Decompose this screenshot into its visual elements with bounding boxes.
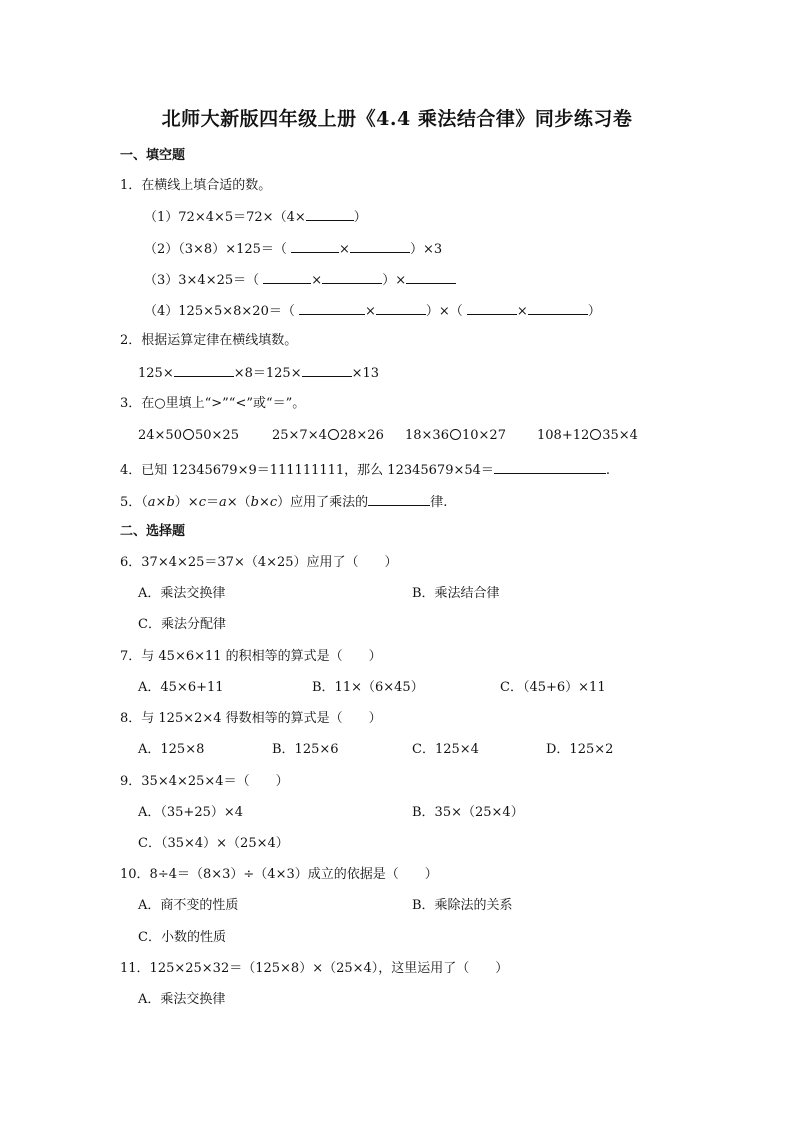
question-10-stem: 10．8÷4＝（8×3）÷（4×3）成立的依据是（ ） [120, 867, 438, 882]
q5-text: ×（ [226, 495, 251, 510]
q8-option-c[interactable]: C．125×4 [412, 742, 479, 757]
answer-blank[interactable] [368, 493, 430, 506]
answer-blank[interactable] [322, 271, 382, 284]
answer-blank[interactable] [174, 364, 234, 377]
answer-blank[interactable] [350, 240, 410, 253]
section-choice-heading: 二、选择题 [120, 524, 186, 539]
q1-p2-end: ）×3 [409, 242, 443, 257]
question-1-part-3 [144, 271, 456, 289]
question-4 [120, 461, 610, 479]
question-3-item-4 [537, 428, 638, 444]
compare-circle[interactable] [590, 429, 601, 440]
q5-var-a: a [218, 495, 227, 510]
question-3-item-2 [272, 428, 384, 444]
q1-p4-times-2: × [516, 304, 528, 319]
q5-text: ）× [174, 495, 199, 510]
question-2-equation [138, 364, 379, 382]
q11-option-a[interactable]: A．乘法交换律 [138, 992, 226, 1007]
q9-option-b[interactable]: B．35×（25×4） [412, 805, 524, 820]
q5-var-a: a [147, 495, 156, 510]
question-3-stem: 3．在○里填上“>”“<”或“＝”。 [120, 396, 306, 411]
question-1-part-1 [144, 208, 367, 226]
q1-p1-text: （1）72×4×5＝72×（4× [144, 210, 306, 225]
q10-option-b[interactable]: B．乘除法的关系 [412, 898, 513, 913]
q3-i1-right: 50×25 [194, 428, 239, 443]
q2-part-a: 125× [138, 366, 174, 381]
q1-p2-times: × [339, 242, 350, 257]
answer-blank[interactable] [467, 302, 517, 315]
q5-var-c: c [269, 495, 278, 510]
q6-option-b[interactable]: B．乘法结合律 [412, 586, 500, 601]
q1-p3-times: × [311, 273, 323, 288]
q1-p3-mid: ）× [382, 273, 407, 288]
compare-circle[interactable] [450, 429, 461, 440]
answer-blank[interactable] [263, 271, 311, 284]
q2-part-c: ×13 [351, 366, 380, 381]
q1-p4-end: ） [587, 304, 601, 319]
q7-option-a[interactable]: A．45×6+11 [138, 680, 224, 695]
q3-i3-left: 18×36 [405, 428, 449, 443]
q3-i1-left: 24×50 [138, 428, 182, 443]
q1-p3-text: （3）3×4×25＝（ [144, 273, 264, 288]
question-8-stem: 8．与 125×2×4 得数相等的算式是（ ） [120, 711, 382, 726]
question-7-stem: 7．与 45×6×11 的积相等的算式是（ ） [120, 649, 382, 664]
q5-end: 律. [430, 495, 448, 510]
question-9-stem: 9．35×4×25×4＝（ ） [120, 774, 289, 789]
q3-i4-right: 35×4 [602, 428, 638, 443]
answer-blank[interactable] [494, 461, 606, 474]
question-5 [120, 493, 447, 511]
question-1-part-4 [144, 302, 601, 320]
question-6-stem: 6．37×4×25＝37×（4×25）应用了（ ） [120, 555, 398, 570]
q10-option-c[interactable]: C．小数的性质 [138, 930, 226, 945]
q1-p2-text: （2）（3×8）×125＝（ [144, 242, 292, 257]
q8-option-d[interactable]: D．125×2 [546, 742, 614, 757]
q4-stem: 4．已知 12345679×9＝111111111，那么 12345679×54＝ [120, 463, 494, 478]
q8-option-a[interactable]: A．125×8 [138, 742, 205, 757]
q5-text: 5．（ [120, 495, 148, 510]
answer-blank[interactable] [306, 208, 354, 221]
answer-blank[interactable] [291, 240, 339, 253]
q1-p4-times-1: × [364, 304, 376, 319]
q1-p1-end: ） [353, 210, 367, 225]
q5-var-b: b [166, 495, 175, 510]
question-1-part-2 [144, 240, 442, 258]
page-title: 北师大新版四年级上册《4.4 乘法结合律》同步练习卷 [161, 108, 633, 130]
q2-part-b: ×8＝125× [233, 366, 302, 381]
q5-times: × [258, 495, 270, 510]
compare-circle[interactable] [183, 429, 194, 440]
q5-times: × [155, 495, 167, 510]
question-1-stem: 1．在横线上填合适的数。 [120, 178, 272, 193]
q9-option-a[interactable]: A．（35+25）×4 [138, 805, 244, 820]
section-fill-in-heading: 一、填空题 [120, 148, 186, 163]
q3-i2-right: 28×26 [339, 428, 384, 443]
q7-option-c[interactable]: C．（45+6）×11 [500, 680, 606, 695]
question-2-stem: 2．根据运算定律在横线填数。 [120, 333, 298, 348]
q9-option-c[interactable]: C．（35×4）×（25×4） [138, 836, 289, 851]
compare-circle[interactable] [328, 429, 339, 440]
q5-var-c: c [198, 495, 206, 510]
q10-option-a[interactable]: A．商不变的性质 [138, 898, 239, 913]
q5-equals: ＝ [205, 495, 219, 510]
q1-p4-mid: ）×（ [425, 304, 467, 319]
q1-p4-text: （4）125×5×8×20＝（ [144, 304, 299, 319]
q7-option-b[interactable]: B．11×（6×45） [312, 680, 424, 695]
q4-end: . [605, 463, 611, 478]
q6-option-c[interactable]: C．乘法分配律 [138, 617, 226, 632]
q5-var-b: b [250, 495, 259, 510]
q5-text: ）应用了乘法的 [277, 495, 369, 510]
question-3-item-1 [138, 428, 239, 444]
answer-blank[interactable] [406, 271, 456, 284]
q3-i4-left: 108+12 [537, 428, 590, 443]
q8-option-b[interactable]: B．125×6 [272, 742, 339, 757]
q3-i2-left: 25×7×4 [272, 428, 327, 443]
answer-blank[interactable] [528, 302, 588, 315]
q3-i3-right: 10×27 [461, 428, 506, 443]
question-3-item-3 [405, 428, 506, 444]
answer-blank[interactable] [299, 302, 365, 315]
answer-blank[interactable] [302, 364, 352, 377]
question-11-stem: 11．125×25×32＝（125×8）×（25×4），这里运用了（ ） [120, 961, 509, 976]
answer-blank[interactable] [376, 302, 426, 315]
q6-option-a[interactable]: A．乘法交换律 [138, 586, 226, 601]
